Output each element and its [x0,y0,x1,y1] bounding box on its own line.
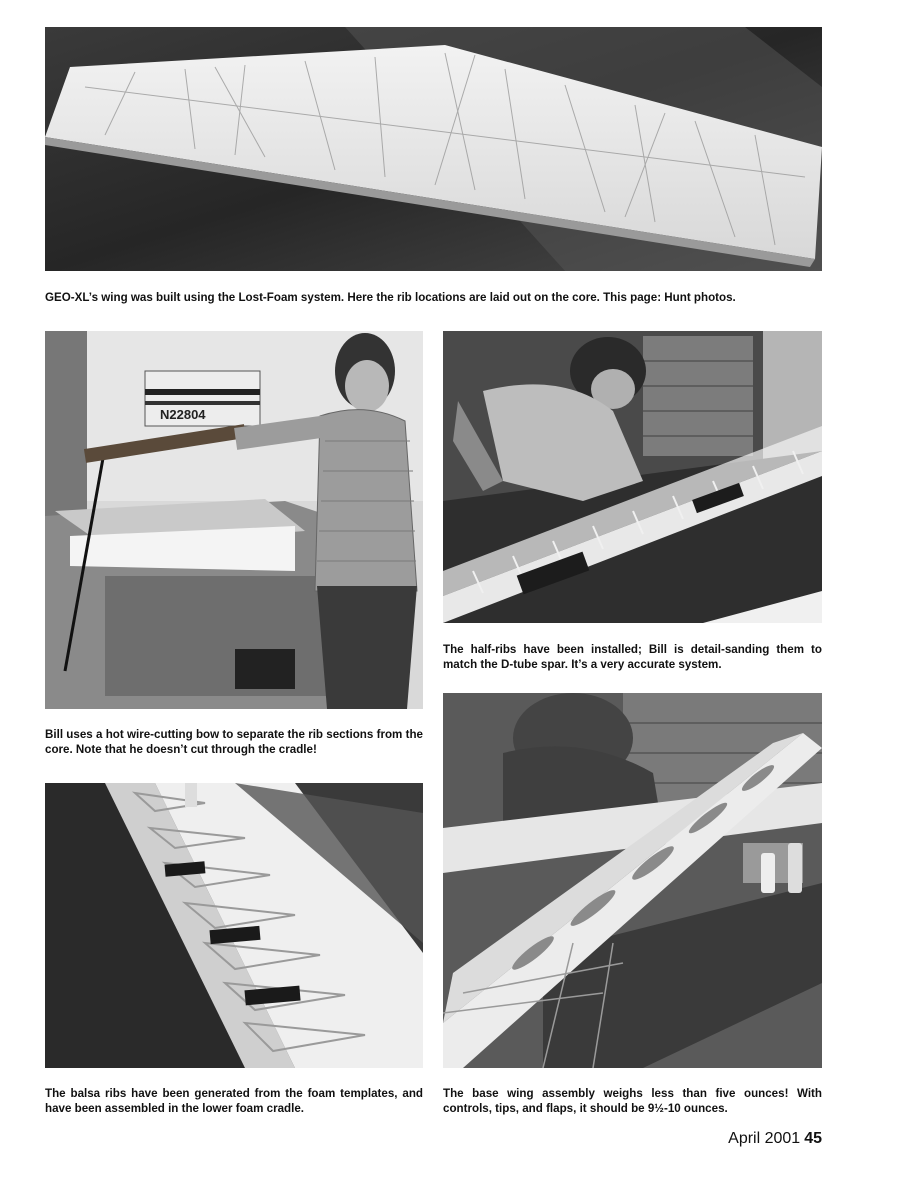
photo-balsa-ribs [45,783,423,1068]
caption-balsa-ribs: The balsa ribs have been generated from the foam templates, and have been assembled in the lower foam cradle. [45,1087,423,1115]
page-folio [728,1130,822,1148]
photo-registration-text: N22804 [160,407,206,422]
photo-half-ribs [443,331,822,623]
folio-date: April 2001 [728,1130,801,1147]
photo-hot-wire-cutting [45,331,423,709]
caption-half-ribs: The half-ribs have been installed; Bill is detail-sanding them to match the D-tube spar. It’s a very accurate system. [443,643,822,671]
caption-hot-wire: Bill uses a hot wire-cutting bow to separate the rib sections from the core. Note that he doesn’t cut through the cradle! [45,728,423,756]
caption-wing-core: GEO-XL’s wing was built using the Lost-Foam system. Here the rib locations are laid out on the core. This page: Hunt photos. [45,291,736,304]
caption-base-wing: The base wing assembly weighs less than five ounces! With controls, tips, and flaps, it should be 9½-10 ounces. [443,1087,822,1115]
photo-wing-core [45,27,822,271]
photo-base-wing [443,693,822,1068]
folio-page-number: 45 [804,1130,822,1147]
